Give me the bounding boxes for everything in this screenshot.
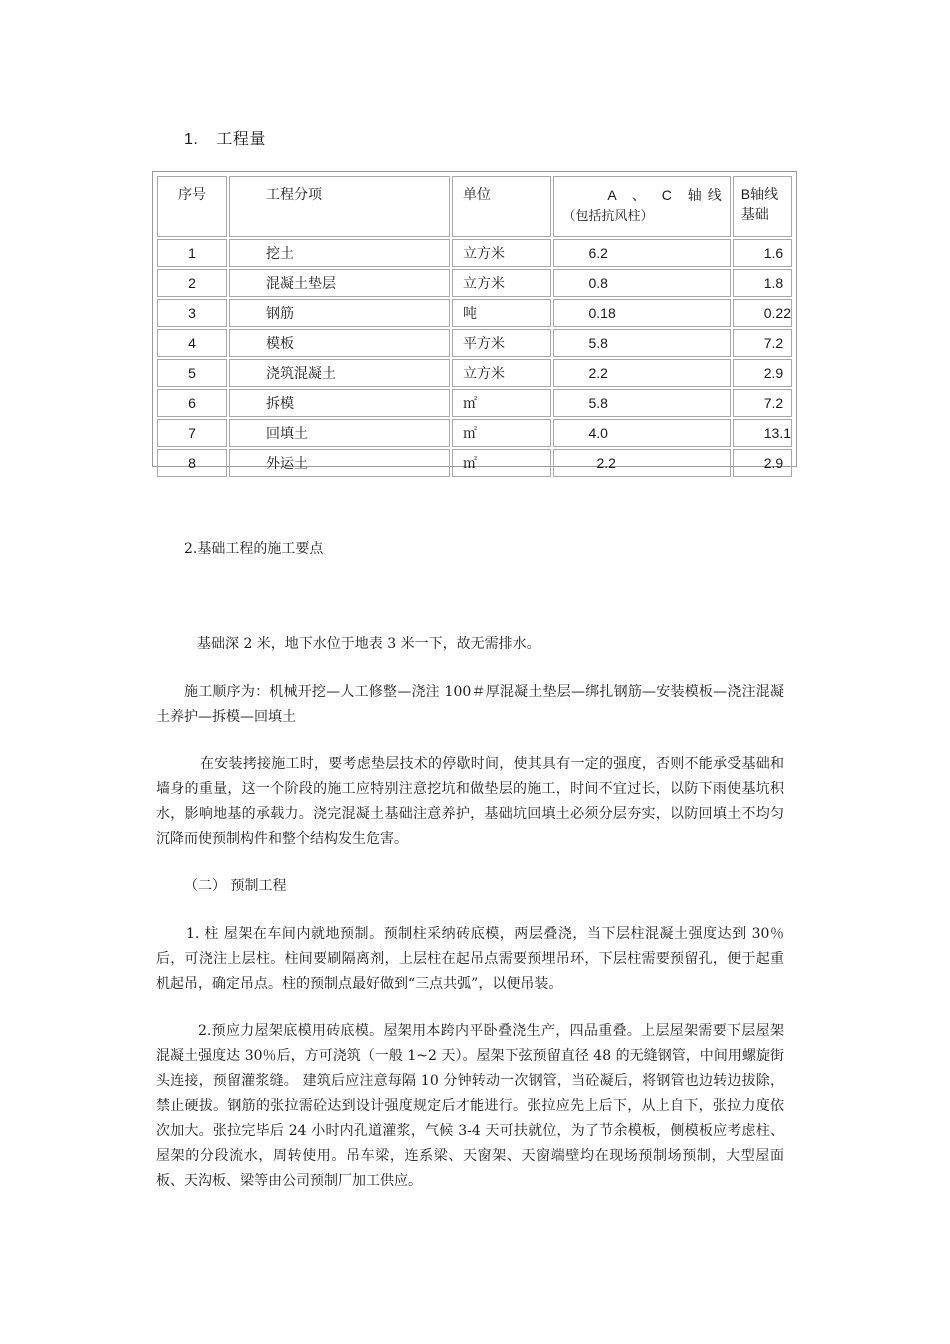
cell-index: 6 xyxy=(157,389,227,417)
table-row xyxy=(157,239,792,267)
quantity-table xyxy=(155,174,794,479)
cell-b-value: 13.1 xyxy=(733,419,792,447)
header-index: 序号 xyxy=(157,176,227,237)
cell-unit: 吨 xyxy=(452,299,551,327)
table-row xyxy=(157,449,792,477)
cell-item: 挖土 xyxy=(229,239,450,267)
table-row xyxy=(157,389,792,417)
cell-b-value: 2.9 xyxy=(733,359,792,387)
header-ac-axis-line2: （包括抗风柱） xyxy=(562,209,654,224)
cell-ac-value: 0.18 xyxy=(553,299,730,327)
table-row xyxy=(157,299,792,327)
cell-b-value: 1.6 xyxy=(733,239,792,267)
cell-unit: ㎡ xyxy=(452,389,551,417)
table-row xyxy=(157,359,792,387)
cell-ac-value: 5.8 xyxy=(553,329,730,357)
paragraph-truss: 2.预应力屋架底模用砖底模。屋架用本跨内平卧叠浇生产，四品重叠。上层屋架需要下层屋架混凝土强度达 30％后，方可浇筑（一般 1~2 天）。屋架下弦预留直径 48 的无缝钢管，中间用螺旋街头连接，预留灌浆缝。 建筑后应注意每隔 10 分钟转动一次钢管，当砼凝后，将钢管也边转边拔除，禁止硬拔。钢筋的张拉需砼达到设计强度规定后才能进行。张拉应先上后下，从上自下，张拉力度依次加大。张拉完毕后 24 小时内孔道灌浆，气候 3-4 天可扶就位，为了节余模板，侧模板应考虑柱、屋架的分段流水，周转使用。吊车梁，连系梁、天窗架、天窗端壁均在现场预制场预制，大型屋面板、天沟板、梁等由公司预制厂加工供应。 xyxy=(156,1023,784,1189)
cell-index: 7 xyxy=(157,419,227,447)
cell-index: 5 xyxy=(157,359,227,387)
cell-ac-value: 0.8 xyxy=(553,269,730,297)
cell-item: 钢筋 xyxy=(229,299,450,327)
header-unit: 单位 xyxy=(452,176,551,237)
cell-item: 外运土 xyxy=(229,449,450,477)
subsection-prefab-heading: （二） 预制工程 xyxy=(184,878,287,894)
table-row xyxy=(157,269,792,297)
cell-item: 拆模 xyxy=(229,389,450,417)
cell-unit: ㎡ xyxy=(452,419,551,447)
cell-b-value: 7.2 xyxy=(733,329,792,357)
cell-item: 回填土 xyxy=(229,419,450,447)
cell-b-value: 1.8 xyxy=(733,269,792,297)
quantity-table-frame xyxy=(152,171,797,472)
header-ac-axis-line1: A 、 C 轴线 xyxy=(607,187,728,203)
header-item: 工程分项 xyxy=(229,176,450,237)
cell-index: 3 xyxy=(157,299,227,327)
cell-index: 1 xyxy=(157,239,227,267)
cell-unit: ㎡ xyxy=(452,449,551,477)
section-1-number: 1. xyxy=(184,131,199,148)
cell-ac-value: 5.8 xyxy=(553,389,730,417)
cell-index: 8 xyxy=(157,449,227,477)
cell-b-value: 7.2 xyxy=(733,389,792,417)
paragraph-notes: 在安装拷接施工时，要考虑垫层技术的停歇时间，使其具有一定的强度，否则不能承受基础和墙身的重量，这一个阶段的施工应特别注意挖坑和做垫层的施工，时间不宜过长，以防下雨使基坑积水，影响地基的承载力。浇完混凝土基础注意养护，基础坑回填土必须分层夯实，以防回填土不均匀沉降而使预制构件和整个结构发生危害。 xyxy=(156,756,784,847)
section-1-heading xyxy=(184,126,266,149)
cell-unit: 平方米 xyxy=(452,329,551,357)
section-1-title: 工程量 xyxy=(216,129,266,148)
cell-unit: 立方米 xyxy=(452,269,551,297)
table-header-row xyxy=(157,176,792,237)
paragraph-columns: 1. 柱 屋架在车间内就地预制。预制柱采纳砖底模，两层叠浇，当下层柱混凝土强度达到 30％后，可浇注上层柱。柱间要刷隔离剂，上层柱在起吊点需要预埋吊环，下层柱需要预留孔，便于起重机起吊，确定吊点。柱的预制点最好做到“三点共弧”，以便吊装。 xyxy=(156,926,784,992)
header-b-axis: B轴线基础 xyxy=(733,176,792,237)
table-row xyxy=(157,329,792,357)
cell-ac-value: 6.2 xyxy=(553,239,730,267)
cell-ac-value: 4.0 xyxy=(553,419,730,447)
cell-ac-value: 2.2 xyxy=(553,359,730,387)
cell-item: 浇筑混凝土 xyxy=(229,359,450,387)
cell-b-value: 0.22 xyxy=(733,299,792,327)
table-row xyxy=(157,419,792,447)
cell-index: 4 xyxy=(157,329,227,357)
cell-item: 混凝土垫层 xyxy=(229,269,450,297)
paragraph-sequence: 施工顺序为：机械开挖—人工修整—浇注 100＃厚混凝土垫层—绑扎钢筋—安装模板—浇注混凝土养护—拆模—回填土 xyxy=(156,684,784,725)
cell-index: 2 xyxy=(157,269,227,297)
header-ac-axis xyxy=(553,176,730,237)
cell-unit: 立方米 xyxy=(452,359,551,387)
cell-b-value: 2.9 xyxy=(733,449,792,477)
paragraph-depth: 基础深 2 米，地下水位于地表 3 米一下，故无需排水。 xyxy=(197,636,541,652)
cell-item: 模板 xyxy=(229,329,450,357)
cell-unit: 立方米 xyxy=(452,239,551,267)
section-2-heading: 2.基础工程的施工要点 xyxy=(184,541,324,557)
cell-ac-value: 2.2 xyxy=(553,449,730,477)
